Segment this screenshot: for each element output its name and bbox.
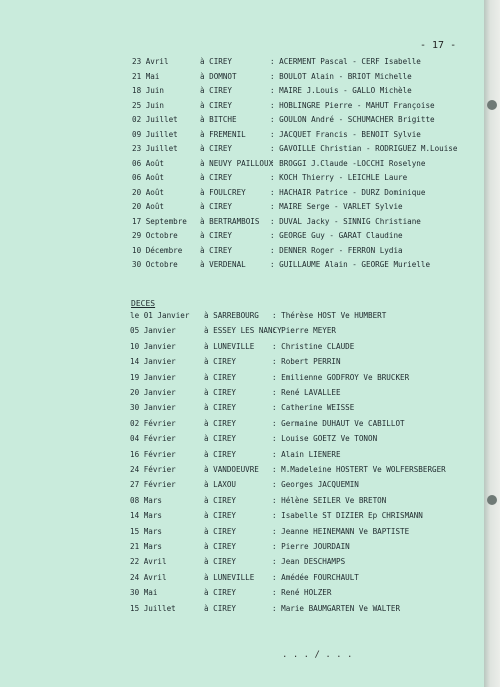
record-date: 04 Février (130, 434, 176, 444)
record-row (0, 465, 484, 477)
record-place: à CIREY (204, 372, 237, 382)
record-place: à CIREY (200, 100, 233, 110)
record-names: : MAIRE J.Louis - GALLO Michèle (270, 86, 412, 95)
record-names: : GEORGE Guy - GARAT Claudine (270, 231, 403, 240)
record-row (0, 311, 484, 323)
record-row (0, 588, 484, 600)
record-row (0, 403, 484, 415)
record-date: 30 Octobre (132, 260, 178, 269)
record-place: à NEUVY PAILLOUX (200, 158, 274, 168)
record-names: : Georges JACQUEMIN (272, 480, 359, 490)
record-row (0, 260, 484, 272)
record-place: à LAXOU (204, 480, 237, 490)
record-date: 10 Décembre (132, 245, 183, 255)
record-place: à VANDOEUVRE (204, 465, 259, 474)
record-place: à FOULCREY (200, 187, 246, 197)
record-place: à CIREY (200, 173, 233, 182)
record-date: 14 Mars (130, 511, 163, 521)
record-names: : GUILLAUME Alain - GEORGE Murielle (270, 260, 431, 269)
record-place: à CIREY (200, 144, 233, 153)
record-row (0, 511, 484, 523)
binder-hole (487, 100, 497, 110)
record-date: 24 Avril (130, 572, 167, 582)
record-date: 30 Janvier (130, 403, 176, 413)
record-row (0, 86, 484, 98)
record-row (0, 202, 484, 214)
record-place: à CIREY (204, 418, 237, 428)
binder-hole (487, 495, 497, 505)
record-row (0, 173, 484, 185)
record-names: : Germaine DUHAUT Ve CABILLOT (272, 418, 405, 428)
record-row (0, 419, 484, 431)
record-place: à CIREY (200, 245, 233, 255)
record-date: 05 Janvier (130, 326, 176, 336)
record-date: 23 Avril (132, 57, 169, 66)
record-row (0, 144, 484, 156)
record-names: : DUVAL Jacky - SINNIG Christiane (270, 216, 421, 226)
record-place: à CIREY (200, 231, 233, 240)
record-date: 29 Octobre (132, 231, 178, 240)
record-date: 27 Février (130, 480, 176, 490)
record-date: 25 Juin (132, 100, 165, 110)
record-row (0, 217, 484, 229)
record-row (0, 388, 484, 400)
record-names: : Hélène SEILER Ve BRETON (272, 495, 387, 505)
record-row (0, 326, 484, 338)
record-place: à CIREY (204, 588, 237, 598)
record-date: 09 Juillet (132, 129, 178, 139)
page-number: - 17 - (420, 40, 457, 51)
record-place: à FREMENIL (200, 129, 246, 139)
record-names: : DENNER Roger - FERRON Lydia (270, 245, 403, 255)
record-place: à BERTRAMBOIS (200, 216, 260, 226)
record-date: 06 Août (132, 158, 165, 168)
record-date: 15 Juillet (130, 603, 176, 613)
record-names: : HOBLINGRE Pierre - MAHUT Françoise (270, 100, 435, 110)
record-date: 17 Septembre (132, 216, 187, 226)
record-place: à BITCHE (200, 115, 237, 124)
record-row (0, 188, 484, 200)
record-names: : Amédée FOURCHAULT (272, 572, 359, 582)
record-place: à CIREY (200, 202, 233, 211)
record-place: à CIREY (204, 388, 237, 397)
record-row (0, 557, 484, 569)
record-date: 06 Août (132, 173, 165, 182)
record-names: : René HOLZER (272, 588, 332, 598)
record-row (0, 527, 484, 539)
record-names: : Marie BAUMGARTEN Ve WALTER (272, 603, 401, 613)
record-place: à VERDENAL (200, 260, 246, 269)
record-row (0, 434, 484, 446)
record-place: à CIREY (200, 86, 233, 95)
record-date: 21 Mai (132, 71, 160, 81)
record-place: à CIREY (204, 603, 237, 613)
record-row (0, 573, 484, 585)
record-place: à DOMNOT (200, 71, 237, 81)
record-names: : ACERMENT Pascal - CERF Isabelle (270, 57, 421, 66)
record-date: 10 Janvier (130, 341, 176, 351)
record-place: à LUNEVILLE (204, 341, 255, 351)
continuation-marker: . . . / . . . (282, 650, 353, 660)
record-names: : Catherine WEISSE (272, 403, 355, 413)
record-row (0, 342, 484, 354)
record-row (0, 231, 484, 243)
record-names: : Pierre JOURDAIN (272, 542, 350, 551)
record-place: à LUNEVILLE (204, 572, 255, 582)
record-names: : Jean DESCHAMPS (272, 557, 346, 567)
record-names: : Alain LIENERE (272, 449, 341, 459)
record-names: : Emilienne GODFROY Ve BRUCKER (272, 372, 410, 382)
record-date: le 01 Janvier (130, 311, 190, 320)
record-names: : Christine CLAUDE (272, 341, 355, 351)
record-date: 18 Juin (132, 86, 165, 95)
record-date: 20 Janvier (130, 388, 176, 397)
record-date: 30 Mai (130, 588, 158, 598)
record-date: 20 Août (132, 202, 165, 211)
record-row (0, 159, 484, 171)
record-date: 08 Mars (130, 495, 163, 505)
record-date: 21 Mars (130, 542, 163, 551)
record-place: à SARREBOURG (204, 311, 259, 320)
record-date: 02 Juillet (132, 115, 178, 124)
record-names: : Jeanne HEINEMANN Ve BAPTISTE (272, 526, 410, 536)
record-row (0, 72, 484, 84)
section-title-deces: DECES (131, 299, 156, 308)
record-place: à CIREY (204, 403, 237, 413)
record-row (0, 101, 484, 113)
record-row (0, 450, 484, 462)
record-row (0, 373, 484, 385)
record-names: : GAVOILLE Christian - RODRIGUEZ M.Louise (270, 144, 458, 153)
record-place: à CIREY (204, 542, 237, 551)
record-place: à CIREY (204, 495, 237, 505)
record-row (0, 246, 484, 258)
record-names: : MAIRE Serge - VARLET Sylvie (270, 202, 403, 211)
record-names: : BOULOT Alain - BRIOT Michelle (270, 71, 412, 81)
record-names: : Thérèse HOST Ve HUMBERT (272, 311, 387, 320)
record-date: 20 Août (132, 187, 165, 197)
record-row (0, 480, 484, 492)
record-row (0, 542, 484, 554)
record-names: : KOCH Thierry - LEICHLE Laure (270, 173, 408, 182)
record-names: : GOULON André - SCHUMACHER Brigitte (270, 115, 435, 124)
record-place: à CIREY (204, 434, 237, 444)
record-row (0, 57, 484, 69)
record-place: à CIREY (204, 557, 237, 567)
record-date: 19 Janvier (130, 372, 176, 382)
record-names: : M.Madeleine HOSTERT Ve WOLFERSBERGER (272, 465, 446, 474)
record-names: : Louise GOETZ Ve TONON (272, 434, 378, 444)
record-date: 22 Avril (130, 557, 167, 567)
record-place: à CIREY (204, 449, 237, 459)
record-date: 24 Février (130, 465, 176, 474)
record-names: : Robert PERRIN (272, 357, 341, 367)
record-date: 23 Juillet (132, 144, 178, 153)
record-names: : Isabelle ST DIZIER Ep CHRISMANN (272, 511, 423, 521)
record-place: à CIREY (200, 57, 233, 66)
record-names: : René LAVALLEE (272, 388, 341, 397)
record-row (0, 604, 484, 616)
record-names: : HACHAIR Patrice - DURZ Dominique (270, 187, 426, 197)
record-place: à CIREY (204, 526, 237, 536)
record-date: 16 Février (130, 449, 176, 459)
record-date: 14 Janvier (130, 357, 176, 367)
record-date: 15 Mars (130, 526, 163, 536)
record-row (0, 115, 484, 127)
record-place: à CIREY (204, 511, 237, 521)
record-names: : JACQUET Francis - BENOIT Sylvie (270, 129, 421, 139)
record-row (0, 496, 484, 508)
record-names: : Pierre MEYER (272, 326, 337, 336)
record-names: : BROGGI J.Claude -LOCCHI Roselyne (270, 158, 426, 168)
record-place: à CIREY (204, 357, 237, 367)
record-row (0, 130, 484, 142)
record-date: 02 Février (130, 418, 176, 428)
record-row (0, 357, 484, 369)
record-place: à ESSEY LES NANCY (204, 326, 282, 336)
